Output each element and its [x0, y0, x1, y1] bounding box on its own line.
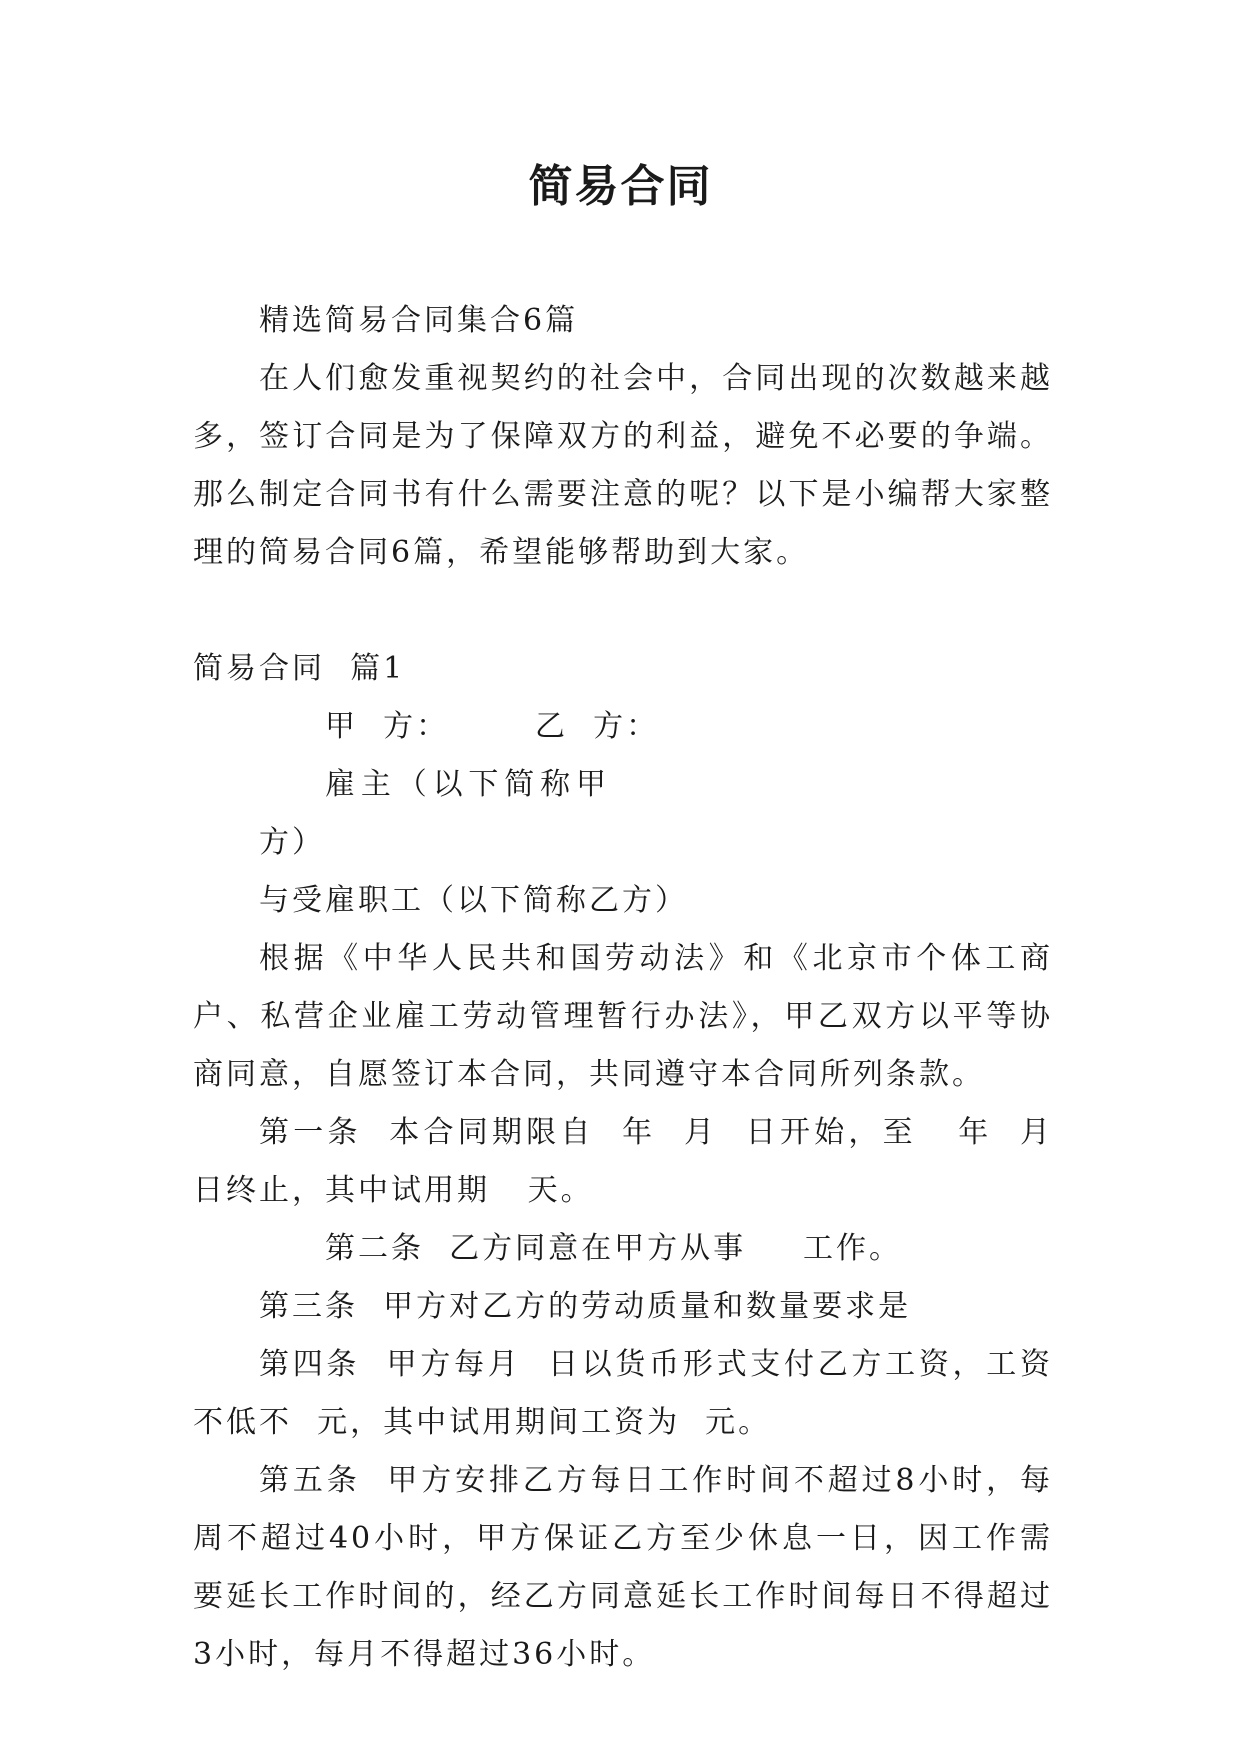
document-body [193, 292, 1079, 1684]
basis-paragraph: 根据《中华人民共和国劳动法》和《北京市个体工商户、私营企业雇工劳动管理暂行办法》，甲乙双方以平等协商同意，自愿签订本合同，共同遵守本合同所列条款。 [193, 941, 1053, 1092]
employer-employee-row [193, 756, 1053, 930]
parties-row [193, 698, 1053, 756]
document-title: 简易合同 [528, 161, 713, 212]
party-b-label: 乙 方： [535, 709, 660, 744]
intro-paragraph: 在人们愈发重视契约的社会中，合同出现的次数越来越多，签订合同是为了保障双方的利益，避免不必要的争端。那么制定合同书有什么需要注意的呢？以下是小编帮大家整理的简易合同6篇，希望能够帮助到大家。 [193, 361, 1053, 570]
article-2 [193, 1220, 1053, 1278]
employee-line: 与受雇职工（以下简称乙方） [259, 883, 688, 918]
article-5: 第五条 甲方安排乙方每日工作时间不超过8小时，每周不超过40小时，甲方保证乙方至少休息一日，因工作需要延长工作时间的，经乙方同意延长工作时间每日不得超过3小时，每月不得超过36小时。 [193, 1463, 1053, 1672]
article-1: 第一条 本合同期限自 年 月 日开始，至 年 月 日终止，其中试用期 天。 [193, 1115, 1079, 1208]
article-3: 第三条 甲方对乙方的劳动质量和数量要求是 [259, 1289, 912, 1324]
employer-line: 雇主（以下简称甲方） [259, 767, 609, 860]
section-gap [193, 582, 1053, 640]
article-4: 第四条 甲方每月 日以货币形式支付乙方工资，工资不低不 元，其中试用期间工资为 元。 [193, 1347, 1053, 1440]
section-heading: 简易合同 篇1 [193, 651, 406, 686]
party-a-label: 甲 方： [325, 709, 450, 744]
intro-subtitle: 精选简易合同集合6篇 [259, 303, 579, 338]
article-2-prefix: 第二条 乙方同意在甲方从事 [325, 1231, 747, 1266]
article-2-suffix: 工作。 [803, 1231, 902, 1266]
